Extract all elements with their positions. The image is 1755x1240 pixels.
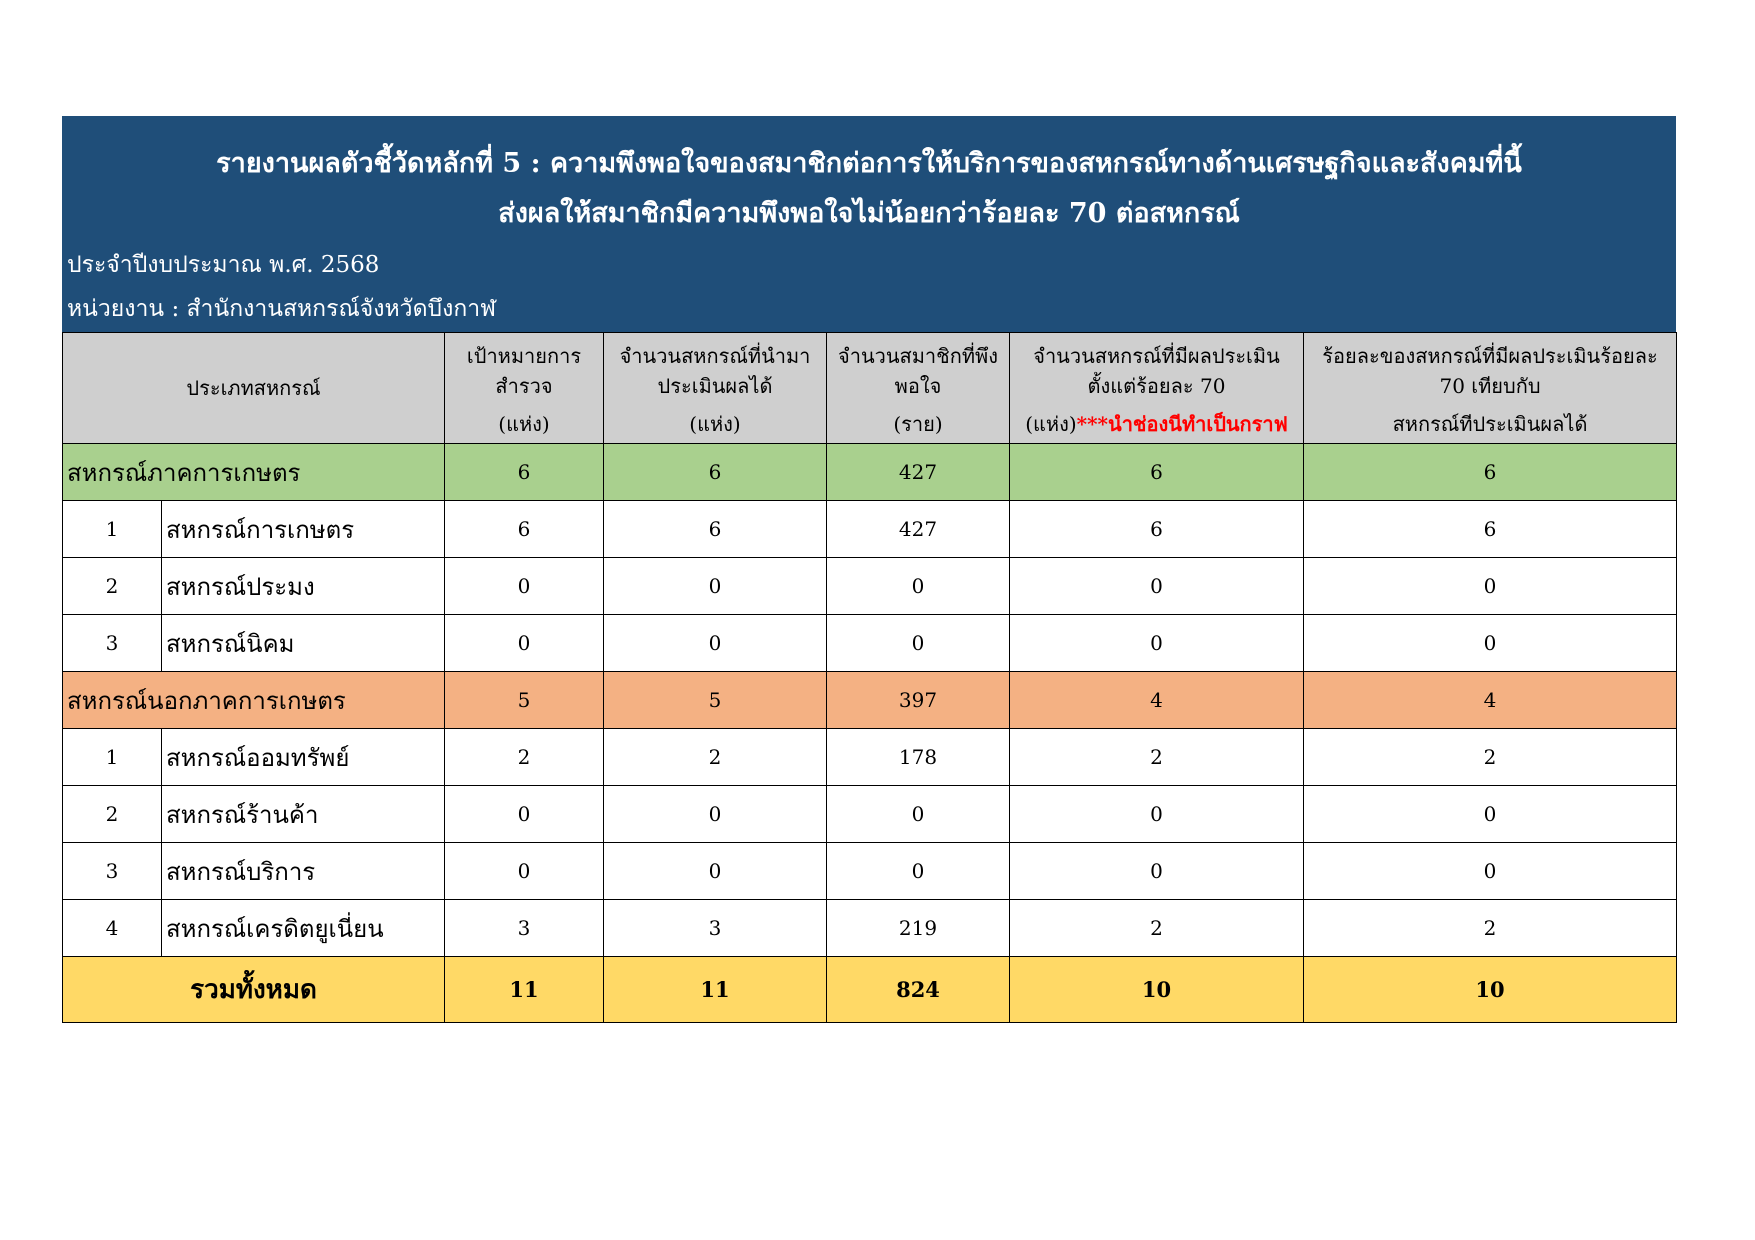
cell-members: 219 bbox=[827, 900, 1010, 957]
cell-members: 0 bbox=[827, 615, 1010, 672]
category-row-agri bbox=[63, 444, 1677, 501]
cell-target: 6 bbox=[445, 501, 604, 558]
column-header-percent-sub: สหกรณ์ทีประเมินผลได้ bbox=[1392, 412, 1588, 436]
report-sheet bbox=[62, 116, 1676, 1023]
report-header bbox=[62, 116, 1676, 332]
cell-members: 178 bbox=[827, 729, 1010, 786]
cell-percent: 4 bbox=[1304, 672, 1677, 729]
column-header-members-unit: (ราย) bbox=[893, 412, 943, 436]
table-row bbox=[63, 615, 1677, 672]
column-header-evaluated-label: จำนวนสหกรณ์ที่นำมาประเมินผลได้ bbox=[619, 344, 811, 398]
cell-members: 427 bbox=[827, 501, 1010, 558]
cell-evaluated: 6 bbox=[604, 444, 827, 501]
cell-percent: 6 bbox=[1304, 444, 1677, 501]
column-header-percent bbox=[1304, 333, 1677, 444]
report-title-line-1: รายงานผลตัวชี้วัดหลักที่ 5 : ความพึงพอใจของสมาชิกต่อการให้บริการของสหกรณ์ทางด้านเศรษฐกิจและสังคมที่นี้ bbox=[216, 148, 1522, 179]
cell-passed: 0 bbox=[1010, 615, 1304, 672]
cell-name: สหกรณ์นิคม bbox=[162, 615, 445, 672]
cell-name: สหกรณ์การเกษตร bbox=[162, 501, 445, 558]
total-members: 824 bbox=[827, 957, 1010, 1023]
agency-label: หน่วยงาน : สำนักงานสหกรณ์จังหวัดบึงกาฬ bbox=[67, 296, 496, 322]
report-table bbox=[62, 332, 1677, 1023]
table-row bbox=[63, 729, 1677, 786]
cell-evaluated: 0 bbox=[604, 558, 827, 615]
column-header-target-unit: (แห่ง) bbox=[498, 412, 550, 436]
chart-note: ***นำช่องนีทำเป็นกราฟ bbox=[1076, 412, 1288, 436]
cell-evaluated: 6 bbox=[604, 501, 827, 558]
cell-members: 427 bbox=[827, 444, 1010, 501]
cell-index: 4 bbox=[63, 900, 162, 957]
column-header-percent-label: ร้อยละของสหกรณ์ที่มีผลประเมินร้อยละ 70 เทียบกับ bbox=[1322, 344, 1658, 398]
cell-evaluated: 0 bbox=[604, 786, 827, 843]
cell-percent: 2 bbox=[1304, 900, 1677, 957]
cell-percent: 2 bbox=[1304, 729, 1677, 786]
total-row bbox=[63, 957, 1677, 1023]
table-row bbox=[63, 786, 1677, 843]
cell-evaluated: 0 bbox=[604, 615, 827, 672]
cell-passed: 0 bbox=[1010, 843, 1304, 900]
column-header-passed-label: จำนวนสหกรณ์ที่มีผลประเมินตั้งแต่ร้อยละ 70 bbox=[1033, 344, 1280, 398]
cell-name: สหกรณ์เครดิตยูเนี่ยน bbox=[162, 900, 445, 957]
table-row bbox=[63, 558, 1677, 615]
column-header-members bbox=[827, 333, 1010, 444]
column-header-type bbox=[63, 333, 445, 444]
cell-passed: 0 bbox=[1010, 558, 1304, 615]
total-evaluated: 11 bbox=[604, 957, 827, 1023]
column-header-type-label: ประเภทสหกรณ์ bbox=[186, 376, 321, 400]
cell-index: 2 bbox=[63, 558, 162, 615]
cell-passed: 2 bbox=[1010, 729, 1304, 786]
cell-percent: 0 bbox=[1304, 558, 1677, 615]
cell-percent: 6 bbox=[1304, 501, 1677, 558]
cell-passed: 2 bbox=[1010, 900, 1304, 957]
cell-members: 0 bbox=[827, 558, 1010, 615]
cell-target: 0 bbox=[445, 558, 604, 615]
cell-evaluated: 2 bbox=[604, 729, 827, 786]
cell-target: 5 bbox=[445, 672, 604, 729]
cell-index: 2 bbox=[63, 786, 162, 843]
column-header-passed-unit: (แห่ง) bbox=[1025, 412, 1077, 436]
cell-evaluated: 3 bbox=[604, 900, 827, 957]
cell-members: 0 bbox=[827, 786, 1010, 843]
report-title-line-2: ส่งผลให้สมาชิกมีความพึงพอใจไม่น้อยกว่าร้อยละ 70 ต่อสหกรณ์ bbox=[498, 198, 1240, 229]
total-passed: 10 bbox=[1010, 957, 1304, 1023]
cell-target: 6 bbox=[445, 444, 604, 501]
column-header-passed-unit-line bbox=[1010, 411, 1303, 437]
category-row-nonagri bbox=[63, 672, 1677, 729]
cell-target: 2 bbox=[445, 729, 604, 786]
cell-percent: 0 bbox=[1304, 615, 1677, 672]
cell-members: 397 bbox=[827, 672, 1010, 729]
cell-index: 3 bbox=[63, 615, 162, 672]
cell-target: 0 bbox=[445, 615, 604, 672]
cell-target: 0 bbox=[445, 786, 604, 843]
cell-members: 0 bbox=[827, 843, 1010, 900]
cell-index: 3 bbox=[63, 843, 162, 900]
cell-percent: 0 bbox=[1304, 843, 1677, 900]
total-percent: 10 bbox=[1304, 957, 1677, 1023]
column-header-members-label: จำนวนสมาชิกที่พึงพอใจ bbox=[838, 344, 998, 398]
table-row bbox=[63, 843, 1677, 900]
column-header-evaluated-unit: (แห่ง) bbox=[689, 412, 741, 436]
column-header-row bbox=[63, 333, 1677, 444]
cell-percent: 0 bbox=[1304, 786, 1677, 843]
cell-target: 0 bbox=[445, 843, 604, 900]
cell-index: 1 bbox=[63, 501, 162, 558]
total-target: 11 bbox=[445, 957, 604, 1023]
category-name: สหกรณ์นอกภาคการเกษตร bbox=[63, 672, 445, 729]
fiscal-year-label: ประจำปีงบประมาณ พ.ศ. 2568 bbox=[67, 252, 380, 278]
column-header-target bbox=[445, 333, 604, 444]
cell-name: สหกรณ์ร้านค้า bbox=[162, 786, 445, 843]
cell-passed: 0 bbox=[1010, 786, 1304, 843]
column-header-target-label: เป้าหมายการสำรวจ bbox=[466, 344, 582, 398]
cell-evaluated: 5 bbox=[604, 672, 827, 729]
category-name: สหกรณ์ภาคการเกษตร bbox=[63, 444, 445, 501]
table-row bbox=[63, 501, 1677, 558]
table-row bbox=[63, 900, 1677, 957]
cell-passed: 4 bbox=[1010, 672, 1304, 729]
cell-name: สหกรณ์ออมทรัพย์ bbox=[162, 729, 445, 786]
column-header-evaluated bbox=[604, 333, 827, 444]
total-label: รวมทั้งหมด bbox=[63, 957, 445, 1023]
cell-target: 3 bbox=[445, 900, 604, 957]
cell-evaluated: 0 bbox=[604, 843, 827, 900]
cell-name: สหกรณ์ประมง bbox=[162, 558, 445, 615]
column-header-passed bbox=[1010, 333, 1304, 444]
cell-name: สหกรณ์บริการ bbox=[162, 843, 445, 900]
cell-index: 1 bbox=[63, 729, 162, 786]
cell-passed: 6 bbox=[1010, 501, 1304, 558]
cell-passed: 6 bbox=[1010, 444, 1304, 501]
